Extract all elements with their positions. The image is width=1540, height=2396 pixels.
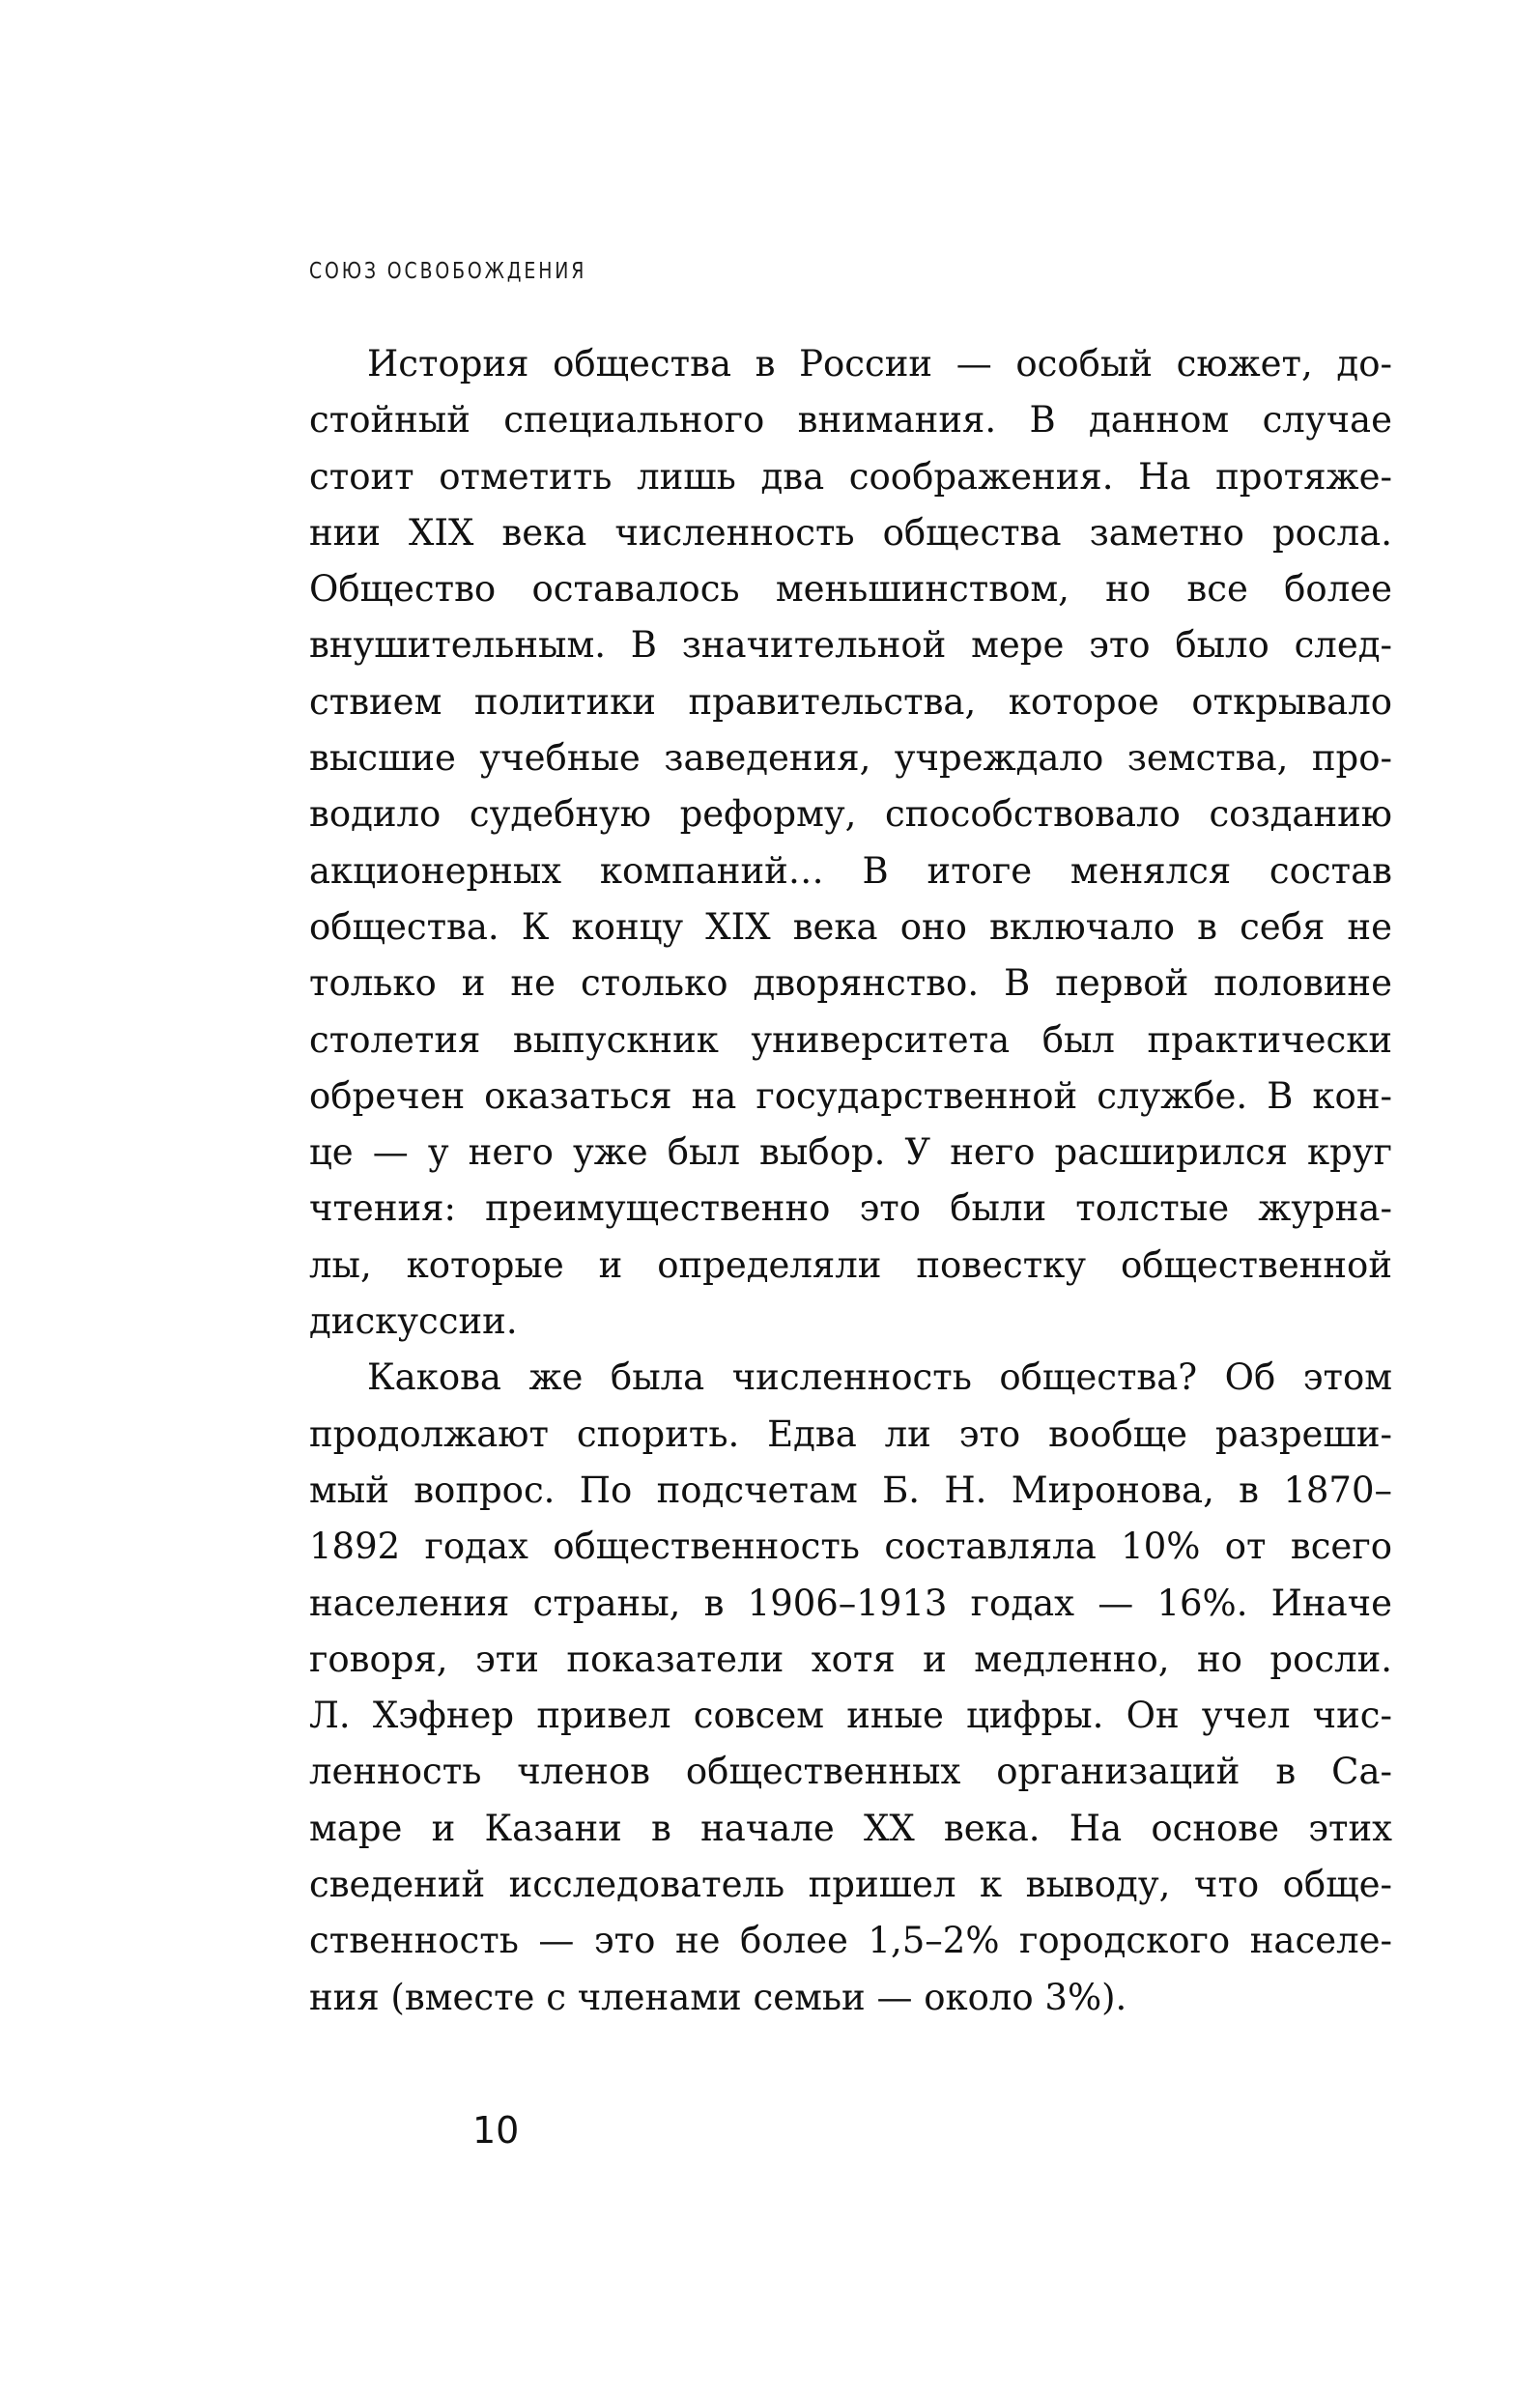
running-head: СОЮЗ ОСВОБОЖДЕНИЯ bbox=[309, 259, 587, 284]
text-line: История общества в России — особый сюжет, до- bbox=[367, 343, 1392, 385]
text-line: 1892 годах общественность составляла 10% от всего bbox=[309, 1526, 1392, 1568]
text-line: обречен оказаться на государственной службе. В кон- bbox=[309, 1074, 1392, 1117]
text-line: Общество оставалось меньшинством, но все более bbox=[309, 568, 1392, 611]
text-line: стойный специального внимания. В данном случае bbox=[309, 399, 1392, 442]
text-line: чтения: преимущественно это были толстые журна- bbox=[309, 1187, 1392, 1230]
text-line: акционерных компаний… В итоге менялся состав bbox=[309, 849, 1392, 892]
text-line: общества. К концу XIX века оно включало в себя не bbox=[309, 905, 1392, 948]
page-number: 10 bbox=[472, 2109, 520, 2152]
text-line: сведений исследователь пришел к выводу, что обще- bbox=[309, 1864, 1392, 1906]
text-line: це — у него уже был выбор. У него расширился круг bbox=[309, 1131, 1392, 1174]
text-line: водило судебную реформу, способствовало созданию bbox=[309, 793, 1392, 836]
paragraph bbox=[309, 336, 1392, 1350]
text-line: говоря, эти показатели хотя и медленно, но росли. bbox=[309, 1638, 1392, 1680]
text-line: дискуссии. bbox=[309, 1300, 518, 1343]
text-line: продолжают спорить. Едва ли это вообще разреши- bbox=[309, 1412, 1392, 1455]
text-line: Л. Хэфнер привел совсем иные цифры. Он учел чис- bbox=[309, 1695, 1392, 1737]
text-line: только и не столько дворянство. В первой половине bbox=[309, 962, 1392, 1005]
text-line: высшие учебные заведения, учреждало земства, про- bbox=[309, 737, 1392, 780]
text-line: стоит отметить лишь два соображения. На протяже- bbox=[309, 455, 1392, 498]
body-text bbox=[309, 336, 1392, 2026]
paragraph bbox=[309, 1350, 1392, 2026]
text-line: ствием политики правительства, которое открывало bbox=[309, 680, 1392, 723]
text-line: ственность — это не более 1,5–2% городского населе- bbox=[309, 1920, 1392, 1962]
text-line: населения страны, в 1906–1913 годах — 16%. Иначе bbox=[309, 1582, 1392, 1624]
text-line: лы, которые и определяли повестку общественной bbox=[309, 1243, 1392, 1286]
text-line: маре и Казани в начале XX века. На основе этих bbox=[309, 1807, 1392, 1849]
text-line: мый вопрос. По подсчетам Б. Н. Миронова, в 1870– bbox=[309, 1469, 1392, 1511]
text-line: столетия выпускник университета был практически bbox=[309, 1018, 1392, 1061]
text-line: нии XIX века численность общества заметно росла. bbox=[309, 511, 1392, 554]
text-line: ния (вместе с членами семьи — около 3%). bbox=[309, 1976, 1127, 2018]
text-line: внушительным. В значительной мере это было след- bbox=[309, 624, 1392, 667]
text-line: Какова же была численность общества? Об этом bbox=[367, 1356, 1392, 1399]
text-line: ленность членов общественных организаций в Са- bbox=[309, 1751, 1392, 1793]
